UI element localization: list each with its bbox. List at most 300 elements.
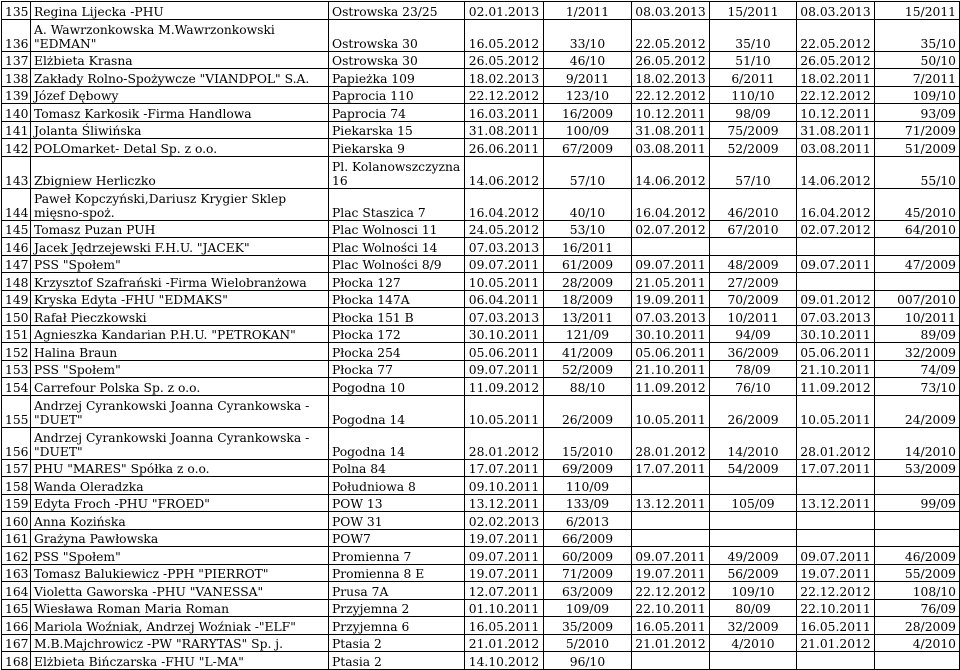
row-number: 136 (2, 19, 31, 51)
row-number-2: 10/2011 (710, 308, 797, 326)
row-date-3: 07.03.2013 (797, 308, 875, 326)
row-date-3: 16.04.2012 (797, 188, 875, 220)
row-date-1: 28.01.2012 (465, 427, 544, 459)
row-number-1: 57/10 (544, 156, 632, 188)
row-date-1: 07.03.2013 (465, 308, 544, 326)
row-address: Ostrowska 23/25 (329, 2, 465, 20)
row-name: Zakłady Rolno-Spożywcze "VIANDPOL" S.A. (31, 69, 329, 87)
row-address: Ptasia 2 (329, 652, 465, 670)
row-date-1: 24.05.2012 (465, 220, 544, 238)
row-date-1: 09.10.2011 (465, 477, 544, 495)
row-address: Przyjemna 2 (329, 599, 465, 617)
table-row (2, 459, 960, 477)
row-number-2: 4/2010 (710, 634, 797, 652)
row-date-3: 19.07.2011 (797, 564, 875, 582)
row-date-2: 10.05.2011 (632, 395, 710, 427)
row-number-3: 64/2010 (875, 220, 960, 238)
row-number-2: 51/10 (710, 51, 797, 69)
row-date-3: 10.05.2011 (797, 395, 875, 427)
table-row (2, 512, 960, 530)
row-address: Pogodna 10 (329, 378, 465, 396)
row-address: Piekarska 9 (329, 139, 465, 157)
row-date-3: 18.02.2011 (797, 69, 875, 87)
row-date-1: 14.10.2012 (465, 652, 544, 670)
row-number: 150 (2, 308, 31, 326)
row-number-3: 93/09 (875, 104, 960, 122)
row-date-2: 22.05.2012 (632, 19, 710, 51)
row-number-2: 94/09 (710, 325, 797, 343)
row-address: Papieżka 109 (329, 69, 465, 87)
row-number: 145 (2, 220, 31, 238)
row-name: Rafał Pieczkowski (31, 308, 329, 326)
row-name: Józef Dębowy (31, 86, 329, 104)
row-number-2: 98/09 (710, 104, 797, 122)
row-date-2: 18.02.2013 (632, 69, 710, 87)
row-date-2: 11.09.2012 (632, 378, 710, 396)
row-date-1: 19.07.2011 (465, 564, 544, 582)
row-number-1: 26/2009 (544, 395, 632, 427)
row-address: Paprocia 74 (329, 104, 465, 122)
row-number-1: 67/2009 (544, 139, 632, 157)
row-address: Promienna 7 (329, 547, 465, 565)
row-address: POW 31 (329, 512, 465, 530)
row-date-2: 13.12.2011 (632, 494, 710, 512)
row-address: Plac Wolności 14 (329, 238, 465, 256)
row-address: Ostrowska 30 (329, 19, 465, 51)
table-row (2, 220, 960, 238)
row-date-2: 07.03.2013 (632, 308, 710, 326)
row-number-1: 40/10 (544, 188, 632, 220)
row-number-2: 110/10 (710, 86, 797, 104)
row-number-2: 27/2009 (710, 273, 797, 291)
row-number-1: 28/2009 (544, 273, 632, 291)
row-date-2: 26.05.2012 (632, 51, 710, 69)
row-number-2: 35/10 (710, 19, 797, 51)
row-date-2 (632, 238, 710, 256)
table-row (2, 617, 960, 635)
row-number-3: 55/10 (875, 156, 960, 188)
row-date-1: 16.04.2012 (465, 188, 544, 220)
row-number: 148 (2, 273, 31, 291)
row-date-3: 21.10.2011 (797, 360, 875, 378)
row-date-1: 10.05.2011 (465, 273, 544, 291)
row-number: 156 (2, 427, 31, 459)
row-address: POW7 (329, 529, 465, 547)
row-date-1: 17.07.2011 (465, 459, 544, 477)
row-date-1: 07.03.2013 (465, 238, 544, 256)
table-row (2, 238, 960, 256)
row-name: Mariola Woźniak, Andrzej Woźniak -"ELF" (31, 617, 329, 635)
row-number-1: 71/2009 (544, 564, 632, 582)
row-number: 161 (2, 529, 31, 547)
table-row (2, 395, 960, 427)
row-number-1: 6/2013 (544, 512, 632, 530)
row-date-2 (632, 652, 710, 670)
row-date-2: 05.06.2011 (632, 343, 710, 361)
row-number-3: 45/2010 (875, 188, 960, 220)
row-number-1: 18/2009 (544, 290, 632, 308)
row-number: 144 (2, 188, 31, 220)
row-number-1: 5/2010 (544, 634, 632, 652)
row-number: 146 (2, 238, 31, 256)
row-address: Płocka 254 (329, 343, 465, 361)
row-number-3: 71/2009 (875, 121, 960, 139)
row-number-2: 26/2009 (710, 395, 797, 427)
row-number: 165 (2, 599, 31, 617)
row-date-2: 19.07.2011 (632, 564, 710, 582)
row-date-1: 11.09.2012 (465, 378, 544, 396)
row-date-3: 03.08.2011 (797, 139, 875, 157)
row-number: 164 (2, 582, 31, 600)
row-date-1: 22.12.2012 (465, 86, 544, 104)
row-address: Piekarska 15 (329, 121, 465, 139)
row-number-1: 60/2009 (544, 547, 632, 565)
row-date-1: 05.06.2011 (465, 343, 544, 361)
row-number-1: 66/2009 (544, 529, 632, 547)
row-date-2: 10.12.2011 (632, 104, 710, 122)
row-date-2: 22.12.2012 (632, 86, 710, 104)
row-date-2: 19.09.2011 (632, 290, 710, 308)
row-number-2: 6/2011 (710, 69, 797, 87)
row-address: Plac Wolnosci 11 (329, 220, 465, 238)
row-date-1: 09.07.2011 (465, 547, 544, 565)
row-name: Halina Braun (31, 343, 329, 361)
row-name: Regina Lijecka -PHU (31, 2, 329, 20)
row-number: 135 (2, 2, 31, 20)
row-address: Prusa 7A (329, 582, 465, 600)
table-row (2, 19, 960, 51)
table-row (2, 104, 960, 122)
row-number-3: 4/2010 (875, 634, 960, 652)
table-row (2, 343, 960, 361)
row-number-3 (875, 273, 960, 291)
table-row (2, 51, 960, 69)
row-name: Tomasz Puzan PUH (31, 220, 329, 238)
records-table (1, 1, 960, 670)
row-number-2: 32/2009 (710, 617, 797, 635)
row-date-1: 14.06.2012 (465, 156, 544, 188)
row-number-3: 89/09 (875, 325, 960, 343)
row-number-1: 41/2009 (544, 343, 632, 361)
table-row (2, 547, 960, 565)
row-number-1: 110/09 (544, 477, 632, 495)
table-row (2, 308, 960, 326)
row-number-3: 74/09 (875, 360, 960, 378)
row-name: POLOmarket- Detal Sp. z o.o. (31, 139, 329, 157)
row-name: PSS "Społem" (31, 547, 329, 565)
row-date-3 (797, 273, 875, 291)
row-date-3: 17.07.2011 (797, 459, 875, 477)
row-number-2: 14/2010 (710, 427, 797, 459)
row-number-1: 15/2010 (544, 427, 632, 459)
row-name: M.B.Majchrowicz -PW "RARYTAS" Sp. j. (31, 634, 329, 652)
row-number-2: 56/2009 (710, 564, 797, 582)
row-address: Płocka 147A (329, 290, 465, 308)
row-number: 140 (2, 104, 31, 122)
row-number-3: 28/2009 (875, 617, 960, 635)
table-row (2, 599, 960, 617)
row-number: 147 (2, 255, 31, 273)
row-number-1: 61/2009 (544, 255, 632, 273)
row-date-1: 26.05.2012 (465, 51, 544, 69)
row-name: Zbigniew Herliczko (31, 156, 329, 188)
table-row (2, 360, 960, 378)
row-date-3 (797, 238, 875, 256)
row-number: 153 (2, 360, 31, 378)
row-date-2: 22.10.2011 (632, 599, 710, 617)
row-number-2: 75/2009 (710, 121, 797, 139)
row-name: Elżbieta Krasna (31, 51, 329, 69)
row-number: 141 (2, 121, 31, 139)
row-number: 166 (2, 617, 31, 635)
row-name: Wanda Oleradzka (31, 477, 329, 495)
row-number-3 (875, 529, 960, 547)
row-date-1: 31.08.2011 (465, 121, 544, 139)
row-date-1: 21.01.2012 (465, 634, 544, 652)
row-number: 149 (2, 290, 31, 308)
row-date-3: 02.07.2012 (797, 220, 875, 238)
row-number-2: 105/09 (710, 494, 797, 512)
row-date-3: 09.01.2012 (797, 290, 875, 308)
row-name: PSS "Społem" (31, 255, 329, 273)
row-date-3 (797, 477, 875, 495)
row-number-1: 33/10 (544, 19, 632, 51)
row-number-3: 15/2011 (875, 2, 960, 20)
row-number: 152 (2, 343, 31, 361)
row-date-3: 13.12.2011 (797, 494, 875, 512)
row-date-2 (632, 512, 710, 530)
row-name: Kryska Edyta -FHU "EDMAKS" (31, 290, 329, 308)
table-row (2, 529, 960, 547)
table-row (2, 273, 960, 291)
row-number-3: 7/2011 (875, 69, 960, 87)
row-name: Grażyna Pawłowska (31, 529, 329, 547)
row-date-3: 09.07.2011 (797, 255, 875, 273)
row-number-2: 52/2009 (710, 139, 797, 157)
table-row (2, 564, 960, 582)
row-number-1: 46/10 (544, 51, 632, 69)
table-row (2, 156, 960, 188)
row-number-1: 88/10 (544, 378, 632, 396)
row-number-3: 73/10 (875, 378, 960, 396)
row-date-3 (797, 652, 875, 670)
row-number-3: 47/2009 (875, 255, 960, 273)
row-name: Tomasz Karkosik -Firma Handlowa (31, 104, 329, 122)
row-number-3: 51/2009 (875, 139, 960, 157)
row-date-2: 16.05.2011 (632, 617, 710, 635)
row-number: 157 (2, 459, 31, 477)
row-number-3: 55/2009 (875, 564, 960, 582)
row-name: Jolanta Śliwińska (31, 121, 329, 139)
row-number-1: 52/2009 (544, 360, 632, 378)
row-date-3: 22.12.2012 (797, 582, 875, 600)
row-address: Przyjemna 6 (329, 617, 465, 635)
row-number-3: 007/2010 (875, 290, 960, 308)
row-number-2 (710, 238, 797, 256)
row-address: POW 13 (329, 494, 465, 512)
row-date-2: 30.10.2011 (632, 325, 710, 343)
row-number-1: 69/2009 (544, 459, 632, 477)
row-date-2: 09.07.2011 (632, 547, 710, 565)
row-name: Carrefour Polska Sp. z o.o. (31, 378, 329, 396)
row-number-2 (710, 477, 797, 495)
row-number-3: 109/10 (875, 86, 960, 104)
row-date-3: 22.12.2012 (797, 86, 875, 104)
row-number-1: 121/09 (544, 325, 632, 343)
row-date-2: 21.10.2011 (632, 360, 710, 378)
row-date-1: 06.04.2011 (465, 290, 544, 308)
table-row (2, 634, 960, 652)
row-date-2: 09.07.2011 (632, 255, 710, 273)
table-row (2, 2, 960, 20)
row-name: Elżbieta Bińczarska -FHU "L-MA" (31, 652, 329, 670)
row-address: Płocka 77 (329, 360, 465, 378)
row-number-1: 16/2009 (544, 104, 632, 122)
row-date-1: 18.02.2013 (465, 69, 544, 87)
row-number: 168 (2, 652, 31, 670)
row-number: 167 (2, 634, 31, 652)
row-date-1: 09.07.2011 (465, 255, 544, 273)
row-date-3: 10.12.2011 (797, 104, 875, 122)
row-number-3 (875, 512, 960, 530)
row-address: Pl. Kolanowszczyzna 16 (329, 156, 465, 188)
row-date-3: 14.06.2012 (797, 156, 875, 188)
row-address: Płocka 151 B (329, 308, 465, 326)
row-address: Pogodna 14 (329, 395, 465, 427)
row-number-2 (710, 529, 797, 547)
row-date-2: 14.06.2012 (632, 156, 710, 188)
row-date-3: 11.09.2012 (797, 378, 875, 396)
row-name: Edyta Froch -PHU "FROED" (31, 494, 329, 512)
row-date-3: 28.01.2012 (797, 427, 875, 459)
table-row (2, 188, 960, 220)
row-number-3: 108/10 (875, 582, 960, 600)
table-row (2, 86, 960, 104)
row-name: PHU "MARES" Spółka z o.o. (31, 459, 329, 477)
row-number: 154 (2, 378, 31, 396)
row-number-1: 133/09 (544, 494, 632, 512)
row-date-1: 13.12.2011 (465, 494, 544, 512)
row-name: Violetta Gaworska -PHU "VANESSA" (31, 582, 329, 600)
row-name: Wiesława Roman Maria Roman (31, 599, 329, 617)
table-row (2, 378, 960, 396)
table-row (2, 494, 960, 512)
row-date-3: 16.05.2011 (797, 617, 875, 635)
row-number-2: 78/09 (710, 360, 797, 378)
row-number: 162 (2, 547, 31, 565)
row-number-3 (875, 238, 960, 256)
row-number-3: 32/2009 (875, 343, 960, 361)
row-number-2: 49/2009 (710, 547, 797, 565)
row-number-2: 15/2011 (710, 2, 797, 20)
row-date-3: 22.10.2011 (797, 599, 875, 617)
row-number-1: 96/10 (544, 652, 632, 670)
row-date-3: 09.07.2011 (797, 547, 875, 565)
row-number-1: 63/2009 (544, 582, 632, 600)
row-number: 163 (2, 564, 31, 582)
row-address: Płocka 172 (329, 325, 465, 343)
row-date-1: 02.02.2013 (465, 512, 544, 530)
row-date-2: 21.05.2011 (632, 273, 710, 291)
row-date-1: 10.05.2011 (465, 395, 544, 427)
row-number-1: 35/2009 (544, 617, 632, 635)
row-date-3 (797, 512, 875, 530)
row-date-2: 21.01.2012 (632, 634, 710, 652)
row-date-1: 01.10.2011 (465, 599, 544, 617)
row-date-2: 08.03.2013 (632, 2, 710, 20)
row-date-3 (797, 529, 875, 547)
row-number-3: 10/2011 (875, 308, 960, 326)
row-date-1: 16.03.2011 (465, 104, 544, 122)
row-name: Krzysztof Szafrański -Firma Wielobranżowa (31, 273, 329, 291)
table-row (2, 477, 960, 495)
row-number-1: 109/09 (544, 599, 632, 617)
row-name: Jacek Jędrzejewski F.H.U. "JACEK" (31, 238, 329, 256)
row-name: PSS "Społem" (31, 360, 329, 378)
row-number-1: 100/09 (544, 121, 632, 139)
row-number-2 (710, 512, 797, 530)
row-number: 143 (2, 156, 31, 188)
row-date-2 (632, 477, 710, 495)
row-address: Płocka 127 (329, 273, 465, 291)
row-address: Ptasia 2 (329, 634, 465, 652)
table-row (2, 290, 960, 308)
row-number-3 (875, 477, 960, 495)
row-number: 142 (2, 139, 31, 157)
row-number-1: 16/2011 (544, 238, 632, 256)
row-date-1: 19.07.2011 (465, 529, 544, 547)
row-address: Południowa 8 (329, 477, 465, 495)
row-number-3: 14/2010 (875, 427, 960, 459)
row-date-3: 26.05.2012 (797, 51, 875, 69)
row-number-1: 1/2011 (544, 2, 632, 20)
row-number-3: 35/10 (875, 19, 960, 51)
row-number-2: 57/10 (710, 156, 797, 188)
row-address: Plac Staszica 7 (329, 188, 465, 220)
row-name: Tomasz Balukiewicz -PPH "PIERROT" (31, 564, 329, 582)
row-number: 158 (2, 477, 31, 495)
row-date-3: 22.05.2012 (797, 19, 875, 51)
row-date-3: 05.06.2011 (797, 343, 875, 361)
row-number-2 (710, 652, 797, 670)
table-row (2, 652, 960, 670)
row-number-3: 99/09 (875, 494, 960, 512)
row-address: Promienna 8 E (329, 564, 465, 582)
row-date-3: 30.10.2011 (797, 325, 875, 343)
row-number-3 (875, 652, 960, 670)
row-date-3: 31.08.2011 (797, 121, 875, 139)
row-number: 151 (2, 325, 31, 343)
row-address: Pogodna 14 (329, 427, 465, 459)
row-date-3: 21.01.2012 (797, 634, 875, 652)
row-date-1: 12.07.2011 (465, 582, 544, 600)
table-row (2, 582, 960, 600)
row-number-3: 24/2009 (875, 395, 960, 427)
table-row (2, 255, 960, 273)
table-row (2, 69, 960, 87)
row-number-2: 80/09 (710, 599, 797, 617)
table-row (2, 427, 960, 459)
row-name: Paweł Kopczyński,Dariusz Krygier Sklep mięsno-spoż. (31, 188, 329, 220)
row-address: Polna 84 (329, 459, 465, 477)
row-number: 160 (2, 512, 31, 530)
row-name: Agnieszka Kandarian P.H.U. "PETROKAN" (31, 325, 329, 343)
row-name: Andrzej Cyrankowski Joanna Cyrankowska -"DUET" (31, 427, 329, 459)
row-number: 138 (2, 69, 31, 87)
row-date-2: 16.04.2012 (632, 188, 710, 220)
row-date-3: 08.03.2013 (797, 2, 875, 20)
row-name: A. Wawrzonkowska M.Wawrzonkowski "EDMAN" (31, 19, 329, 51)
